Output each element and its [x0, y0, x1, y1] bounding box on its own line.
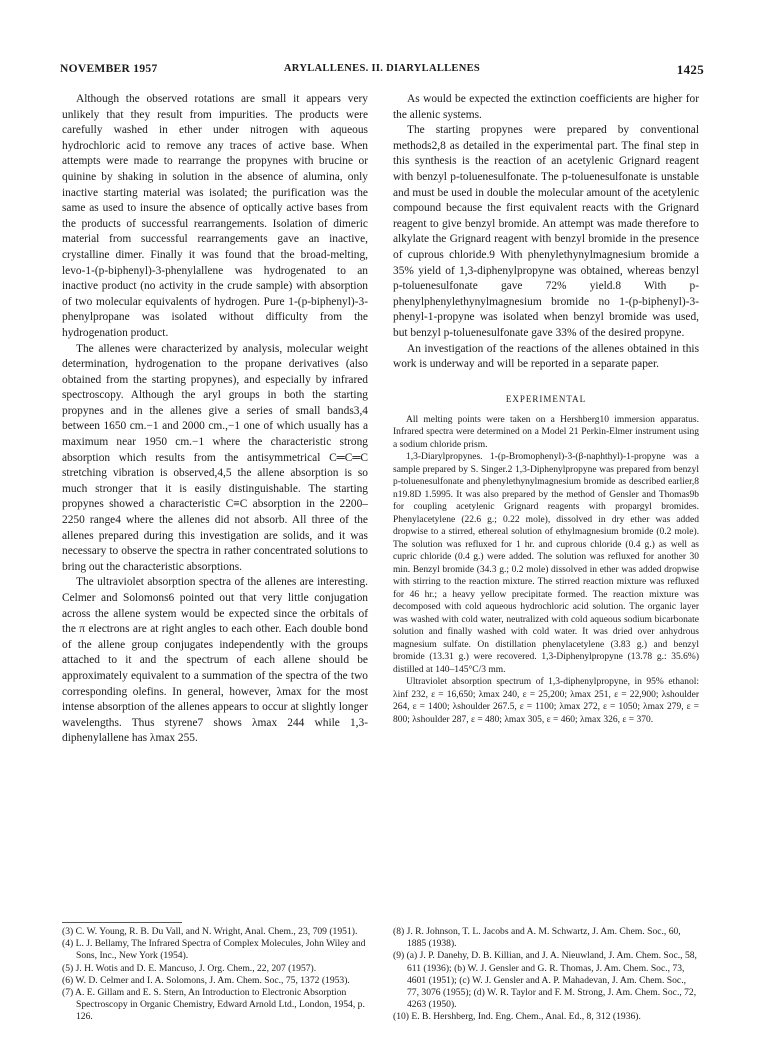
body-paragraph: The allenes were characterized by analysis, molecular weight determination, hydrogenation to the propane derivatives (also obtained from the starting propynes), and especially by infrared spectroscopy. Although the aryl groups in both the starting propynes and in the allenes give a series of small bands3,4 between 1650 cm.−1 and 2000 cm.,−1 one of which usually has a maximum near 1950 cm.−1 where the characteristic strong absorption which results from the antisymmetrical C═C═C stretching vibration is observed,4,5 the allene absorption is so much stronger that it is easily distinguishable. The starting propynes showed a characteristic C≡C absorption in the 2200–2250 range4 where the allenes did not absorb. All three of the allenes prepared during this investigation are solids, and it was necessary to observe the spectra in rather concentrated solutions to bring out the characteristic absorptions. [62, 342, 368, 573]
footnote: (3) C. W. Young, R. B. Du Vall, and N. Wright, Anal. Chem., 23, 709 (1951). [62, 926, 358, 937]
footnotes-right [393, 918, 699, 1024]
footnotes-left [62, 918, 368, 1024]
body-paragraph: Although the observed rotations are small it appears very unlikely that they result from impurities. The products were carefully washed in ether under nitrogen with aqueous hydrochloric acid to remove any traces of active base. When attempts were made to rearrange the propynes with brucine or quinine by shaking in solution in the absence of alumina, only inactive starting material was isolated; the purification was the same as used to insure the absence of optically active bases from the products of successful rearrangements. Isolation of dimeric material from successful rearrangements gave an inactive, crystalline dimer. Finally it was found that the broad-melting, levo-1-(p-biphenyl)-3-phenylallene was hydrogenated to an inactive product (no activity in the crude sample) with absorption of two molecular equivalents of hydrogen. Pure 1-(p-biphenyl)-3-phenylpropane was isolated without difficulty from the hydrogenation product. [62, 93, 368, 339]
page-number: 1425 [676, 62, 704, 77]
experimental-paragraph: Ultraviolet absorption spectrum of 1,3-diphenylpropyne, in 95% ethanol: λinf 232, ε = 16,650; λmax 240, ε = 25,200; λmax 251, ε = 22,900; λshoulder 264, ε = 1400; λshoulder 267.5, ε = 1100; λmax 272, ε = 1050; λmax 279, ε = 800; λshoulder 287, ε = 480; λmax 305, ε = 460; λmax 326, ε = 370. [393, 677, 699, 725]
section-heading-experimental: EXPERIMENTAL [505, 393, 587, 404]
header-title: ARYLALLENES. II. DIARYLALLENES [283, 63, 481, 74]
running-header [60, 63, 704, 79]
body-paragraph: The starting propynes were prepared by conventional methods2,8 as detailed in the experimental part. The final step in this synthesis is the reaction of an acetylenic Grignard reagent with benzyl p-toluenesulfonate. The p-toluenesulfonate is unstable and must be used in double the molecular amount of the acetylenic compound because the first equivalent reacts with the Grignard reagent to give benzyl bromide. An attempt was made therefore to alkylate the Grignard reagent with benzyl bromide in the presence of cuprous chloride.9 With phenylethynylmagnesium bromide a 35% yield of 1,3-diphenylpropyne was obtained, whereas benzyl p-toluenesulfonate gave 72% yield.8 With p-phenylphenylethynylmagnesium bromide no 1-(p-biphenyl)-3-phenyl-1-propyne was isolated when benzyl bromide was used, but benzyl p-toluenesulfonate gave 33% of the desired propyne. [393, 124, 699, 339]
body-paragraph: As would be expected the extinction coefficients are higher for the allenic systems. [393, 93, 699, 121]
body-paragraph: The ultraviolet absorption spectra of the allenes are interesting. Celmer and Solomons6 pointed out that very little conjugation across the allene system would be expected since the orbitals of the π electrons are at right angles to each other. Each double bond of the allene group conjugates independently with the groups attached to it and the spectrum of each allene should be approximately equivalent to a summation of the spectra of the two corresponding olefins. In general, however, λmax for the most intense absorption of the allenes appears to occur at slightly longer wavelengths. Thus styrene7 shows λmax 244 while 1,3-diphenylallene has λmax 255. [62, 576, 368, 745]
experimental-paragraph: 1,3-Diarylpropynes. 1-(p-Bromophenyl)-3-(β-naphthyl)-1-propyne was a sample prepared by S. Singer.2 1,3-Diphenylpropyne was prepared from benzyl p-toluenesulfonate and phenylethynylmagnesium bromide as described earlier,8 n19.8D 1.5995. It was also prepared by the method of Gensler and Thomas9b for coupling acetylenic Grignard reagents with propargyl bromides. Phenylacetylene (22.6 g.; 0.22 mole), dissolved in dry ether was added dropwise to a stirred, ethereal solution of ethylmagnesium bromide (0.2 mole). The solution was refluxed for 1 hr. and cuprous chloride (0.4 g.) as well as cupric chloride (0.4 g.) were added. The solution was refluxed for another 30 min. Benzyl bromide (34.3 g.; 0.2 mole) dissolved in ether was added dropwise with stirring to the reaction mixture. The stirred reaction mixture was refluxed for 46 hr.; a heavy yellow precipitate formed. The reaction mixture was decomposed with cold aqueous hydrochloric acid solution. The organic layer was washed with cold water, neutralized with cold aqueous sodium bicarbonate solution and finally washed with cold water. It was dried over anhydrous magnesium sulfate. On distillation phenylacetylene (3.83 g.) and benzyl bromide (13.31 g.) were recovered. 1,3-Diphenylpropyne (13.78 g.: 35.6%) distilled at 140–145°C/3 mm. [393, 452, 699, 675]
body-paragraph: An investigation of the reactions of the allenes obtained in this work is underway and will be reported in a separate paper. [393, 342, 699, 371]
footnote: (9) (a) J. P. Danehy, D. B. Killian, and J. A. Nieuwland, J. Am. Chem. Soc., 58, 611 (1936); (b) W. J. Gensler and G. R. Thomas, J. Am. Chem. Soc., 73, 4601 (1951); (c) W. J. Gensler and A. P. Mahadevan, J. Am. Chem. Soc., 77, 3076 (1955); (d) W. R. Taylor and F. M. Strong, J. Am. Chem. Soc., 72, 4263 (1950). [393, 950, 697, 1011]
footnote: (6) W. D. Celmer and I. A. Solomons, J. Am. Chem. Soc., 75, 1372 (1953). [62, 974, 350, 986]
footnote: (8) J. R. Johnson, T. L. Jacobs and A. M. Schwartz, J. Am. Chem. Soc., 60, 1885 (1938). [393, 926, 681, 950]
header-date: NOVEMBER 1957 [60, 63, 158, 75]
left-column [62, 92, 368, 747]
right-column [393, 92, 699, 726]
footnote: (4) L. J. Bellamy, The Infrared Spectra of Complex Molecules, John Wiley and Sons, Inc., New York (1954). [62, 938, 366, 962]
footnote: (5) J. H. Wotis and D. E. Mancuso, J. Org. Chem., 22, 207 (1957). [62, 962, 317, 974]
experimental-paragraph: All melting points were taken on a Hershberg10 immersion apparatus. Infrared spectra were determined on a Model 21 Perkin-Elmer instrument using a sodium chloride prism. [393, 414, 699, 450]
footnote: (7) A. E. Gillam and E. S. Stern, An Introduction to Electronic Absorption Spectroscopy in Organic Chemistry, Edward Arnold Ltd., London, 1954, p. 126. [62, 987, 365, 1023]
footnote-divider [62, 922, 182, 923]
footnote: (10) E. B. Hershberg, Ind. Eng. Chem., Anal. Ed., 8, 312 (1936). [393, 1011, 641, 1023]
